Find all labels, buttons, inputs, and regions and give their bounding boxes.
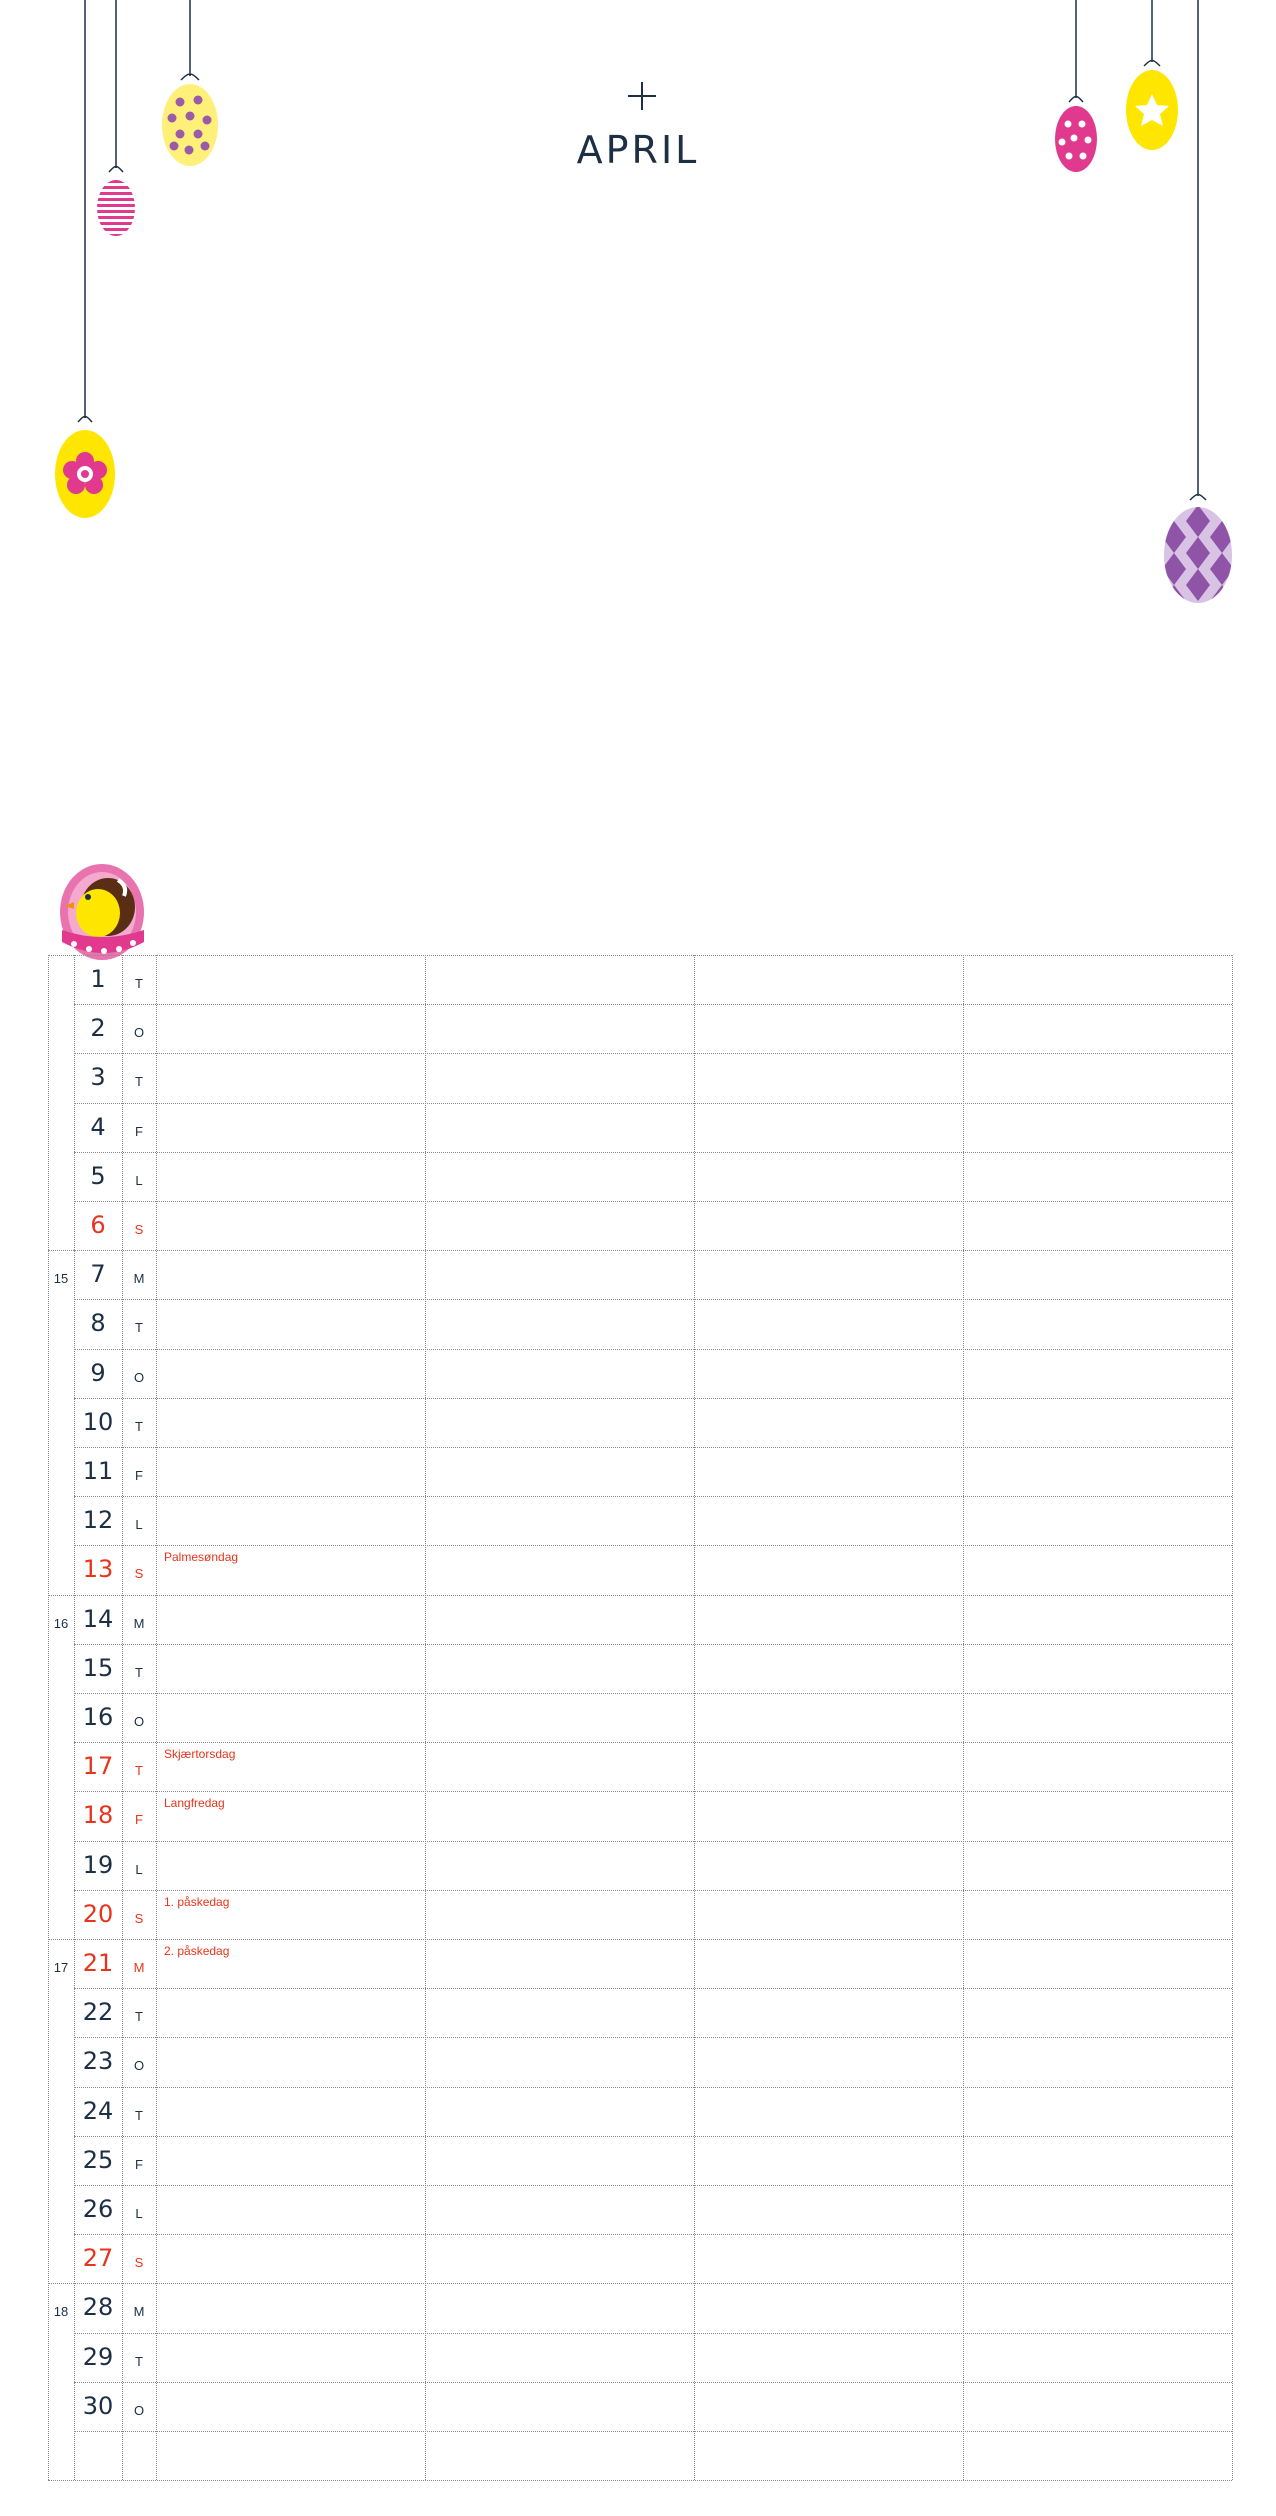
day-number: 23 <box>82 2047 114 2076</box>
weekday-letter: M <box>133 1271 145 1287</box>
day-row[interactable] <box>48 1644 1232 1693</box>
week-number <box>48 1746 74 1795</box>
yellow-flower-egg-icon <box>55 417 115 518</box>
weekday-letter: F <box>135 2156 143 2172</box>
day-row[interactable] <box>48 1250 1232 1299</box>
day-number: 19 <box>82 1850 114 1879</box>
week-number <box>48 1353 74 1402</box>
weekday-letter: O <box>133 1025 145 1041</box>
weekday-letter: O <box>133 1369 145 1385</box>
weekday-letter: S <box>134 1910 144 1926</box>
week-number <box>48 2140 74 2189</box>
week-number <box>48 1451 74 1500</box>
day-number: 4 <box>90 1112 106 1141</box>
day-row[interactable] <box>48 1496 1232 1545</box>
purple-diamond-egg-icon <box>1160 495 1240 617</box>
weekday-letter: T <box>135 2107 143 2123</box>
week-number <box>48 1697 74 1746</box>
weekday-letter: T <box>135 2009 143 2025</box>
day-row[interactable] <box>48 2037 1232 2086</box>
weekday-letter: S <box>134 1222 144 1237</box>
weekday-letter: O <box>133 2058 145 2074</box>
week-number <box>48 2435 74 2484</box>
day-row[interactable] <box>48 1791 1232 1840</box>
day-number: 18 <box>82 1801 114 1830</box>
month-planner-grid <box>48 955 1232 2480</box>
day-number: 26 <box>82 2195 114 2223</box>
weekday-letter: O <box>133 2402 145 2418</box>
day-row[interactable] <box>48 1742 1232 1791</box>
weekday-letter: L <box>135 1517 143 1533</box>
week-number: 16 <box>53 1615 69 1631</box>
holiday-label: 2. påskedag <box>164 1944 230 1958</box>
week-number <box>48 1107 74 1156</box>
weekday-letter: T <box>135 1320 143 1336</box>
chick-in-egg-icon <box>60 864 144 960</box>
weekday-letter: O <box>133 1714 145 1729</box>
week-number <box>48 2091 74 2140</box>
week-number <box>48 1845 74 1894</box>
week-number <box>48 1402 74 1451</box>
day-row[interactable] <box>48 1595 1232 1644</box>
day-row[interactable] <box>48 1103 1232 1152</box>
week-number <box>48 1057 74 1106</box>
day-number: 5 <box>90 1161 106 1190</box>
week-number <box>48 1992 74 2041</box>
weekday-letter: T <box>135 1074 143 1090</box>
day-row[interactable] <box>48 1299 1232 1348</box>
day-row[interactable] <box>48 1988 1232 2037</box>
weekday-letter: T <box>135 2353 143 2369</box>
day-row[interactable] <box>48 1545 1232 1594</box>
week-number: 15 <box>53 1271 69 1287</box>
holiday-label: Skjærtorsdag <box>164 1747 236 1762</box>
weekday-letter <box>122 2435 156 2484</box>
day-row[interactable] <box>48 2382 1232 2431</box>
week-number <box>48 1008 74 1057</box>
day-row[interactable] <box>48 2185 1232 2234</box>
weekday-letter: L <box>135 1172 143 1188</box>
week-number <box>48 2337 74 2386</box>
week-number: 18 <box>53 2304 69 2320</box>
week-number <box>48 959 74 1008</box>
holiday-label: Langfredag <box>164 1796 225 1811</box>
weekday-letter: S <box>134 1566 144 1582</box>
holiday-label: 1. påskedag <box>164 1894 230 1909</box>
day-number: 2 <box>90 1014 106 1043</box>
day-row[interactable] <box>48 1152 1232 1201</box>
grid-column-line <box>1232 955 1233 2480</box>
day-number: 16 <box>82 1703 114 1731</box>
day-number: 30 <box>82 2391 114 2420</box>
week-number <box>48 1500 74 1549</box>
day-number: 8 <box>90 1309 106 1338</box>
weekday-letter: F <box>135 1468 143 1483</box>
week-number <box>48 1648 74 1697</box>
day-row[interactable] <box>48 2087 1232 2136</box>
week-number <box>48 1894 74 1943</box>
week-number <box>48 1156 74 1205</box>
day-number: 29 <box>82 2342 114 2371</box>
day-number: 12 <box>82 1506 114 1535</box>
day-row[interactable] <box>48 1349 1232 1398</box>
weekday-letter: T <box>135 1418 143 1434</box>
day-number: 1 <box>90 965 106 993</box>
weekday-letter: M <box>133 2304 145 2320</box>
day-number: 10 <box>82 1407 114 1436</box>
day-row[interactable] <box>48 2136 1232 2185</box>
weekday-letter: T <box>135 976 143 991</box>
day-row[interactable] <box>48 1004 1232 1053</box>
day-row[interactable] <box>48 1939 1232 1988</box>
weekday-letter: F <box>135 1812 143 1828</box>
day-number: 22 <box>82 1998 114 2027</box>
pink-striped-egg-icon <box>96 167 136 238</box>
weekday-letter: T <box>135 1763 143 1779</box>
day-row[interactable] <box>48 1890 1232 1939</box>
day-number: 13 <box>82 1555 114 1584</box>
week-number <box>48 1795 74 1844</box>
week-number: 17 <box>53 1960 69 1975</box>
day-number: 20 <box>82 1899 114 1928</box>
weekday-letter: L <box>135 1861 143 1877</box>
weekday-letter: F <box>135 1123 143 1139</box>
day-row[interactable] <box>48 2431 1232 2480</box>
week-number <box>48 1205 74 1254</box>
day-row[interactable] <box>48 1693 1232 1742</box>
day-number: 14 <box>82 1604 114 1633</box>
day-number: 15 <box>82 1653 114 1682</box>
day-number <box>74 2431 122 2480</box>
day-row[interactable] <box>48 1201 1232 1250</box>
week-number <box>48 2189 74 2238</box>
day-row[interactable] <box>48 1447 1232 1496</box>
month-title: APRIL <box>576 128 700 172</box>
day-number: 11 <box>82 1457 114 1485</box>
day-number: 27 <box>82 2244 114 2273</box>
day-number: 25 <box>82 2145 114 2174</box>
day-number: 9 <box>90 1358 106 1387</box>
week-number <box>48 2041 74 2090</box>
weekday-letter: T <box>135 1664 143 1680</box>
plus-mark-icon <box>628 82 656 110</box>
day-row[interactable] <box>48 1398 1232 1447</box>
weekday-letter: L <box>135 2206 143 2221</box>
weekday-letter: S <box>134 2255 144 2271</box>
day-row[interactable] <box>48 1841 1232 1890</box>
week-number <box>48 1549 74 1598</box>
day-number: 3 <box>90 1063 106 1092</box>
day-number: 17 <box>82 1752 114 1781</box>
day-row[interactable] <box>48 2283 1232 2332</box>
week-number <box>48 2386 74 2435</box>
day-number: 24 <box>82 2096 114 2125</box>
day-number: 21 <box>82 1949 114 1977</box>
week-number <box>48 1303 74 1352</box>
grid-row-line <box>48 2480 1232 2481</box>
day-row[interactable] <box>48 1053 1232 1102</box>
day-number: 7 <box>90 1260 106 1289</box>
holiday-label: Palmesøndag <box>164 1550 239 1565</box>
day-number: 28 <box>82 2293 114 2322</box>
week-number <box>48 2238 74 2287</box>
day-number: 6 <box>90 1211 106 1239</box>
day-row[interactable] <box>48 955 1232 1004</box>
weekday-letter: M <box>133 1615 145 1631</box>
weekday-letter: M <box>133 1960 145 1975</box>
day-row[interactable] <box>48 2333 1232 2382</box>
day-row[interactable] <box>48 2234 1232 2283</box>
